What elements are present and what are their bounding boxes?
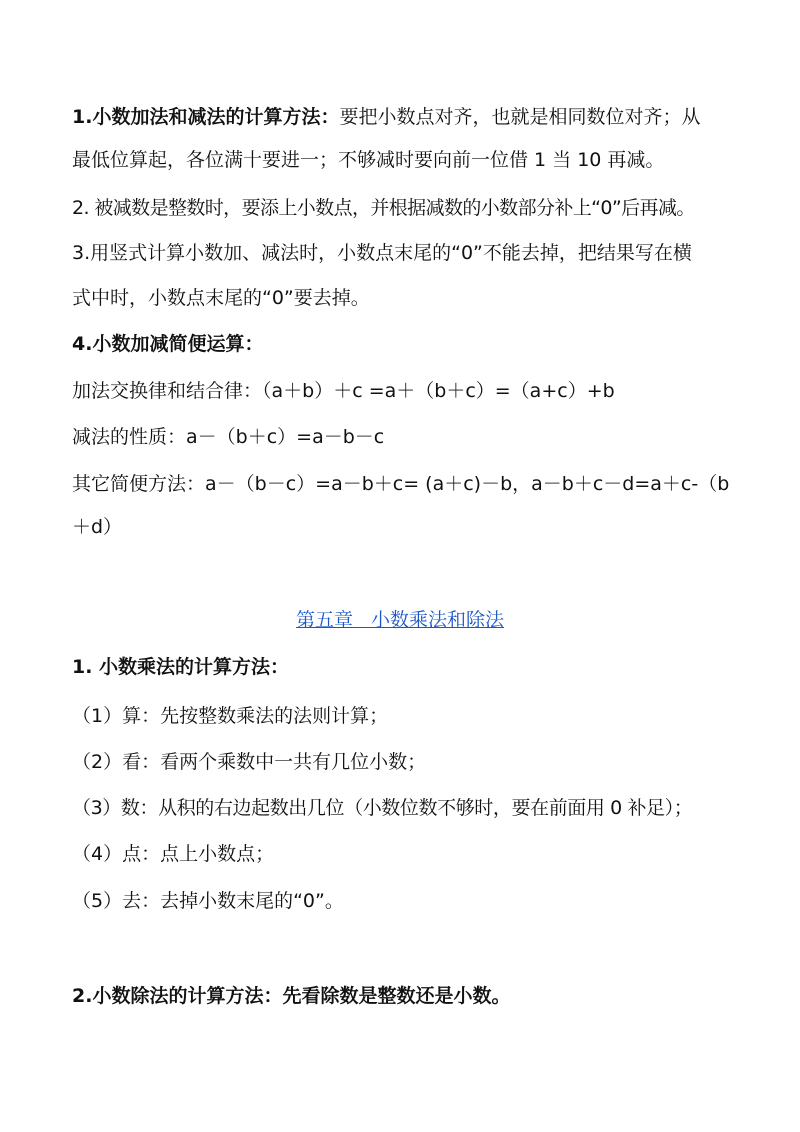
paragraph-continuation: 式中时，小数点末尾的“0”要去掉。 [72, 287, 370, 309]
rule-other-methods: 其它简便方法：a－（b－c）=a－b＋c= (a＋c)－b，a－b＋c－d=a＋c-（b [72, 473, 730, 495]
subheading-division-method: 2.小数除法的计算方法：先看除数是整数还是小数。 [72, 985, 511, 1007]
step-item: （5）去：去掉小数末尾的“0”。 [72, 890, 344, 912]
step-item: （4）点：点上小数点； [72, 843, 275, 865]
chapter-title-link[interactable]: 第五章 小数乘法和除法 [295, 609, 505, 631]
rule-continuation: ＋d） [72, 516, 123, 538]
subheading-simplified-calculation: 4.小数加减简便运算： [72, 333, 264, 355]
rule-subtraction-property: 减法的性质：a－（b＋c）=a－b－c [72, 426, 385, 448]
paragraph-integer-minuend: 2. 被减数是整数时，要添上小数点，并根据减数的小数部分补上“0”后再减。 [72, 197, 695, 219]
paragraph-text: 要把小数点对齐，也就是相同数位对齐；从 [339, 106, 701, 128]
paragraph-continuation: 最低位算起，各位满十要进一；不够减时要向前一位借 1 当 10 再减。 [72, 149, 665, 171]
step-item: （3）数：从积的右边起数出几位（小数位数不够时，要在前面用 0 补足）； [72, 797, 693, 819]
rule-addition-laws: 加法交换律和结合律：（a＋b）＋c =a＋（b＋c）=（a+c）+b [72, 380, 615, 402]
step-item: （2）看：看两个乘数中一共有几位小数； [72, 751, 427, 773]
subheading-multiplication-method: 1. 小数乘法的计算方法： [72, 656, 290, 678]
paragraph-vertical-form: 3.用竖式计算小数加、减法时，小数点末尾的“0”不能去掉，把结果写在横 [72, 242, 692, 264]
step-item: （1）算：先按整数乘法的法则计算； [72, 705, 389, 727]
paragraph-decimal-add-sub-method [72, 104, 728, 130]
paragraph-label: 1.小数加法和减法的计算方法： [72, 106, 340, 128]
